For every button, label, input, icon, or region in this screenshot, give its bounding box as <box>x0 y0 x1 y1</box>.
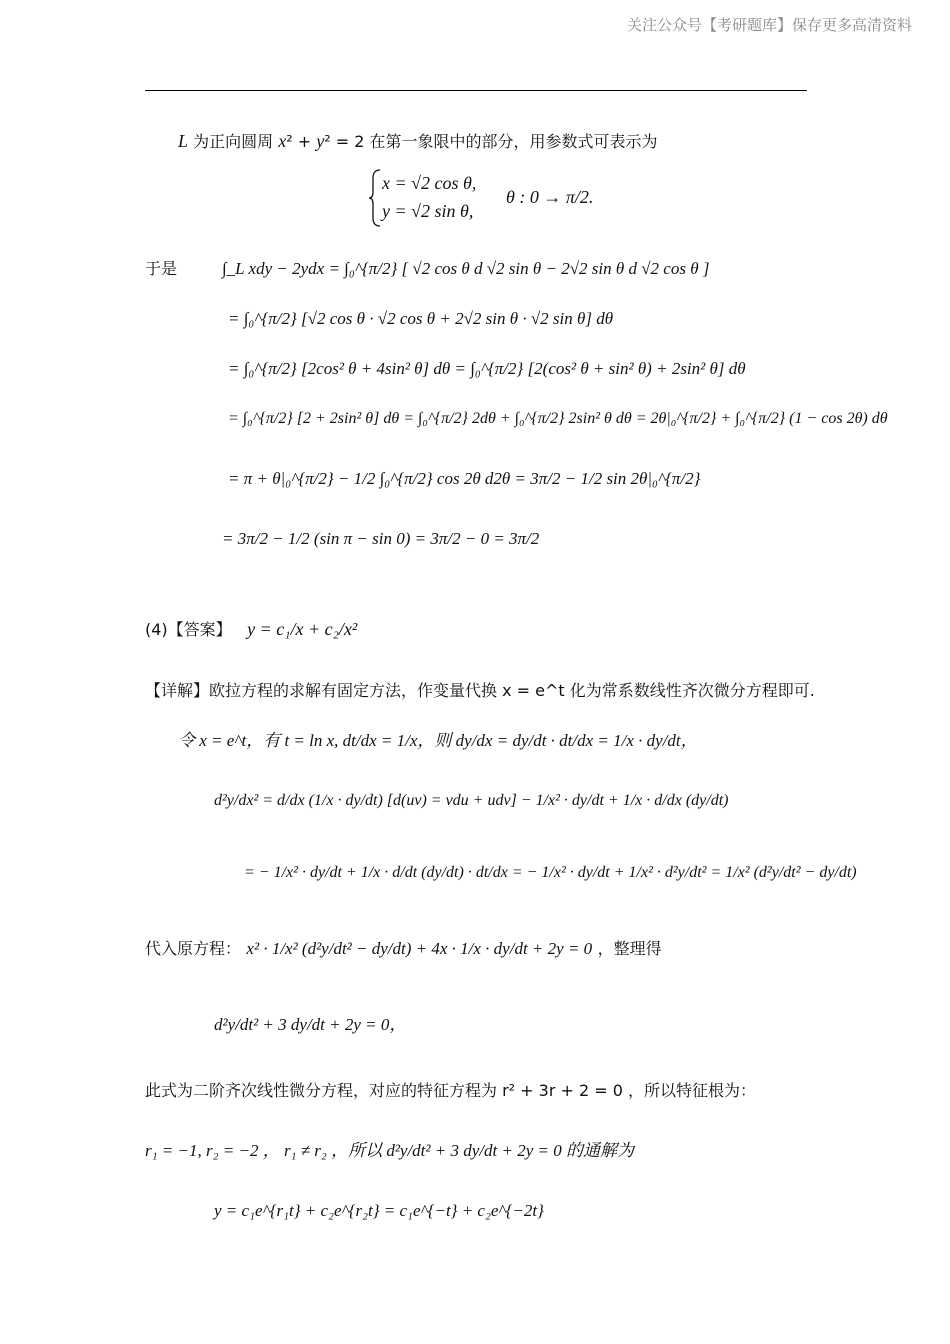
detail-label: 【详解】 <box>145 681 210 700</box>
subst-label: 代入原方程： <box>145 939 242 958</box>
param-x: x = √2 cos θ, <box>382 173 477 193</box>
watermark: 关注公众号【考研题库】保存更多高清资料 <box>626 16 912 34</box>
header-rule <box>145 90 807 91</box>
integral-line-6: = 3π/2 − 1/2 (sin π − sin 0) = 3π/2 − 0 = 3π/2 <box>222 529 540 548</box>
detail-text: 欧拉方程的求解有固定方法，作变量代换 x = e^t 化为常系数线性齐次微分方程即可. <box>209 681 815 700</box>
integral-line-2: = ∫₀^{π/2} [√2 cos θ · √2 cos θ + 2√2 sin θ · √2 sin θ] dθ <box>228 309 614 328</box>
substitution-line: 令 x = e^t，有 t = ln x, dt/dx = 1/x，则 dy/dx = dy/dt · dt/dx = 1/x · dy/dt， <box>178 731 698 750</box>
left-brace-icon <box>368 168 382 228</box>
param-intro: L 为正向圆周 x² + y² = 2 在第一象限中的部分，用参数式可表示为 <box>178 131 658 151</box>
yushi-label: 于是 <box>145 259 178 278</box>
detail-row <box>145 680 815 702</box>
roots-line: r₁ = −1, r₂ = −2 ， r₁ ≠ r₂ ，所以 d²y/dt² + 3 dy/dt + 2y = 0 的通解为 <box>145 1141 634 1160</box>
param-range: θ : 0 → π/2. <box>506 187 594 207</box>
characteristic-row <box>145 1080 756 1102</box>
simplified-equation: d²y/dt² + 3 dy/dt + 2y = 0， <box>214 1015 407 1034</box>
param-system <box>368 168 628 230</box>
answer-row <box>145 618 357 641</box>
subst-equation: x² · 1/x² (d²y/dt² − dy/dt) + 4x · 1/x · dy/dt + 2y = 0 <box>246 939 593 958</box>
integral-line-3: = ∫₀^{π/2} [2cos² θ + 4sin² θ] dθ = ∫₀^{π/2} [2(cos² θ + sin² θ) + 2sin² θ] dθ <box>228 359 746 378</box>
general-solution: y = c₁e^{r₁t} + c₂e^{r₂t} = c₁e^{−t} + c₂e^{−2t} <box>214 1201 544 1220</box>
second-derivative-line-1: d²y/dx² = d/dx (1/x · dy/dt) [d(uv) = vdu + udv] − 1/x² · dy/dt + 1/x · d/dx (dy/dt) <box>214 792 729 809</box>
substitution-row <box>145 938 662 960</box>
integral-line-1: ∫_L xdy − 2ydx = ∫₀^{π/2} [ √2 cos θ d √2 sin θ − 2√2 sin θ d √2 cos θ ] <box>222 259 710 278</box>
answer-formula: y = c₁/x + c₂/x² <box>247 619 358 639</box>
integral-line-5: = π + θ|₀^{π/2} − 1/2 ∫₀^{π/2} cos 2θ d2θ = 3π/2 − 1/2 sin 2θ|₀^{π/2} <box>228 469 701 488</box>
subst-tail: ，整理得 <box>597 939 662 958</box>
integral-line-4: = ∫₀^{π/2} [2 + 2sin² θ] dθ = ∫₀^{π/2} 2dθ + ∫₀^{π/2} 2sin² θ dθ = 2θ|₀^{π/2} + ∫₀^{π/2} (1 − cos 2θ) dθ <box>228 410 888 427</box>
answer-label: (4)【答案】 <box>145 620 232 639</box>
param-y: y = √2 sin θ, <box>382 201 474 221</box>
second-derivative-line-2: = − 1/x² · dy/dt + 1/x · d/dt (dy/dt) · dt/dx = − 1/x² · dy/dt + 1/x² · d²y/dt² = 1/x² (d²y/dt² − dy/dt) <box>244 864 857 881</box>
characteristic-text: 此式为二阶齐次线性微分方程，对应的特征方程为 r² + 3r + 2 = 0 ，所以特征根为： <box>145 1081 757 1100</box>
